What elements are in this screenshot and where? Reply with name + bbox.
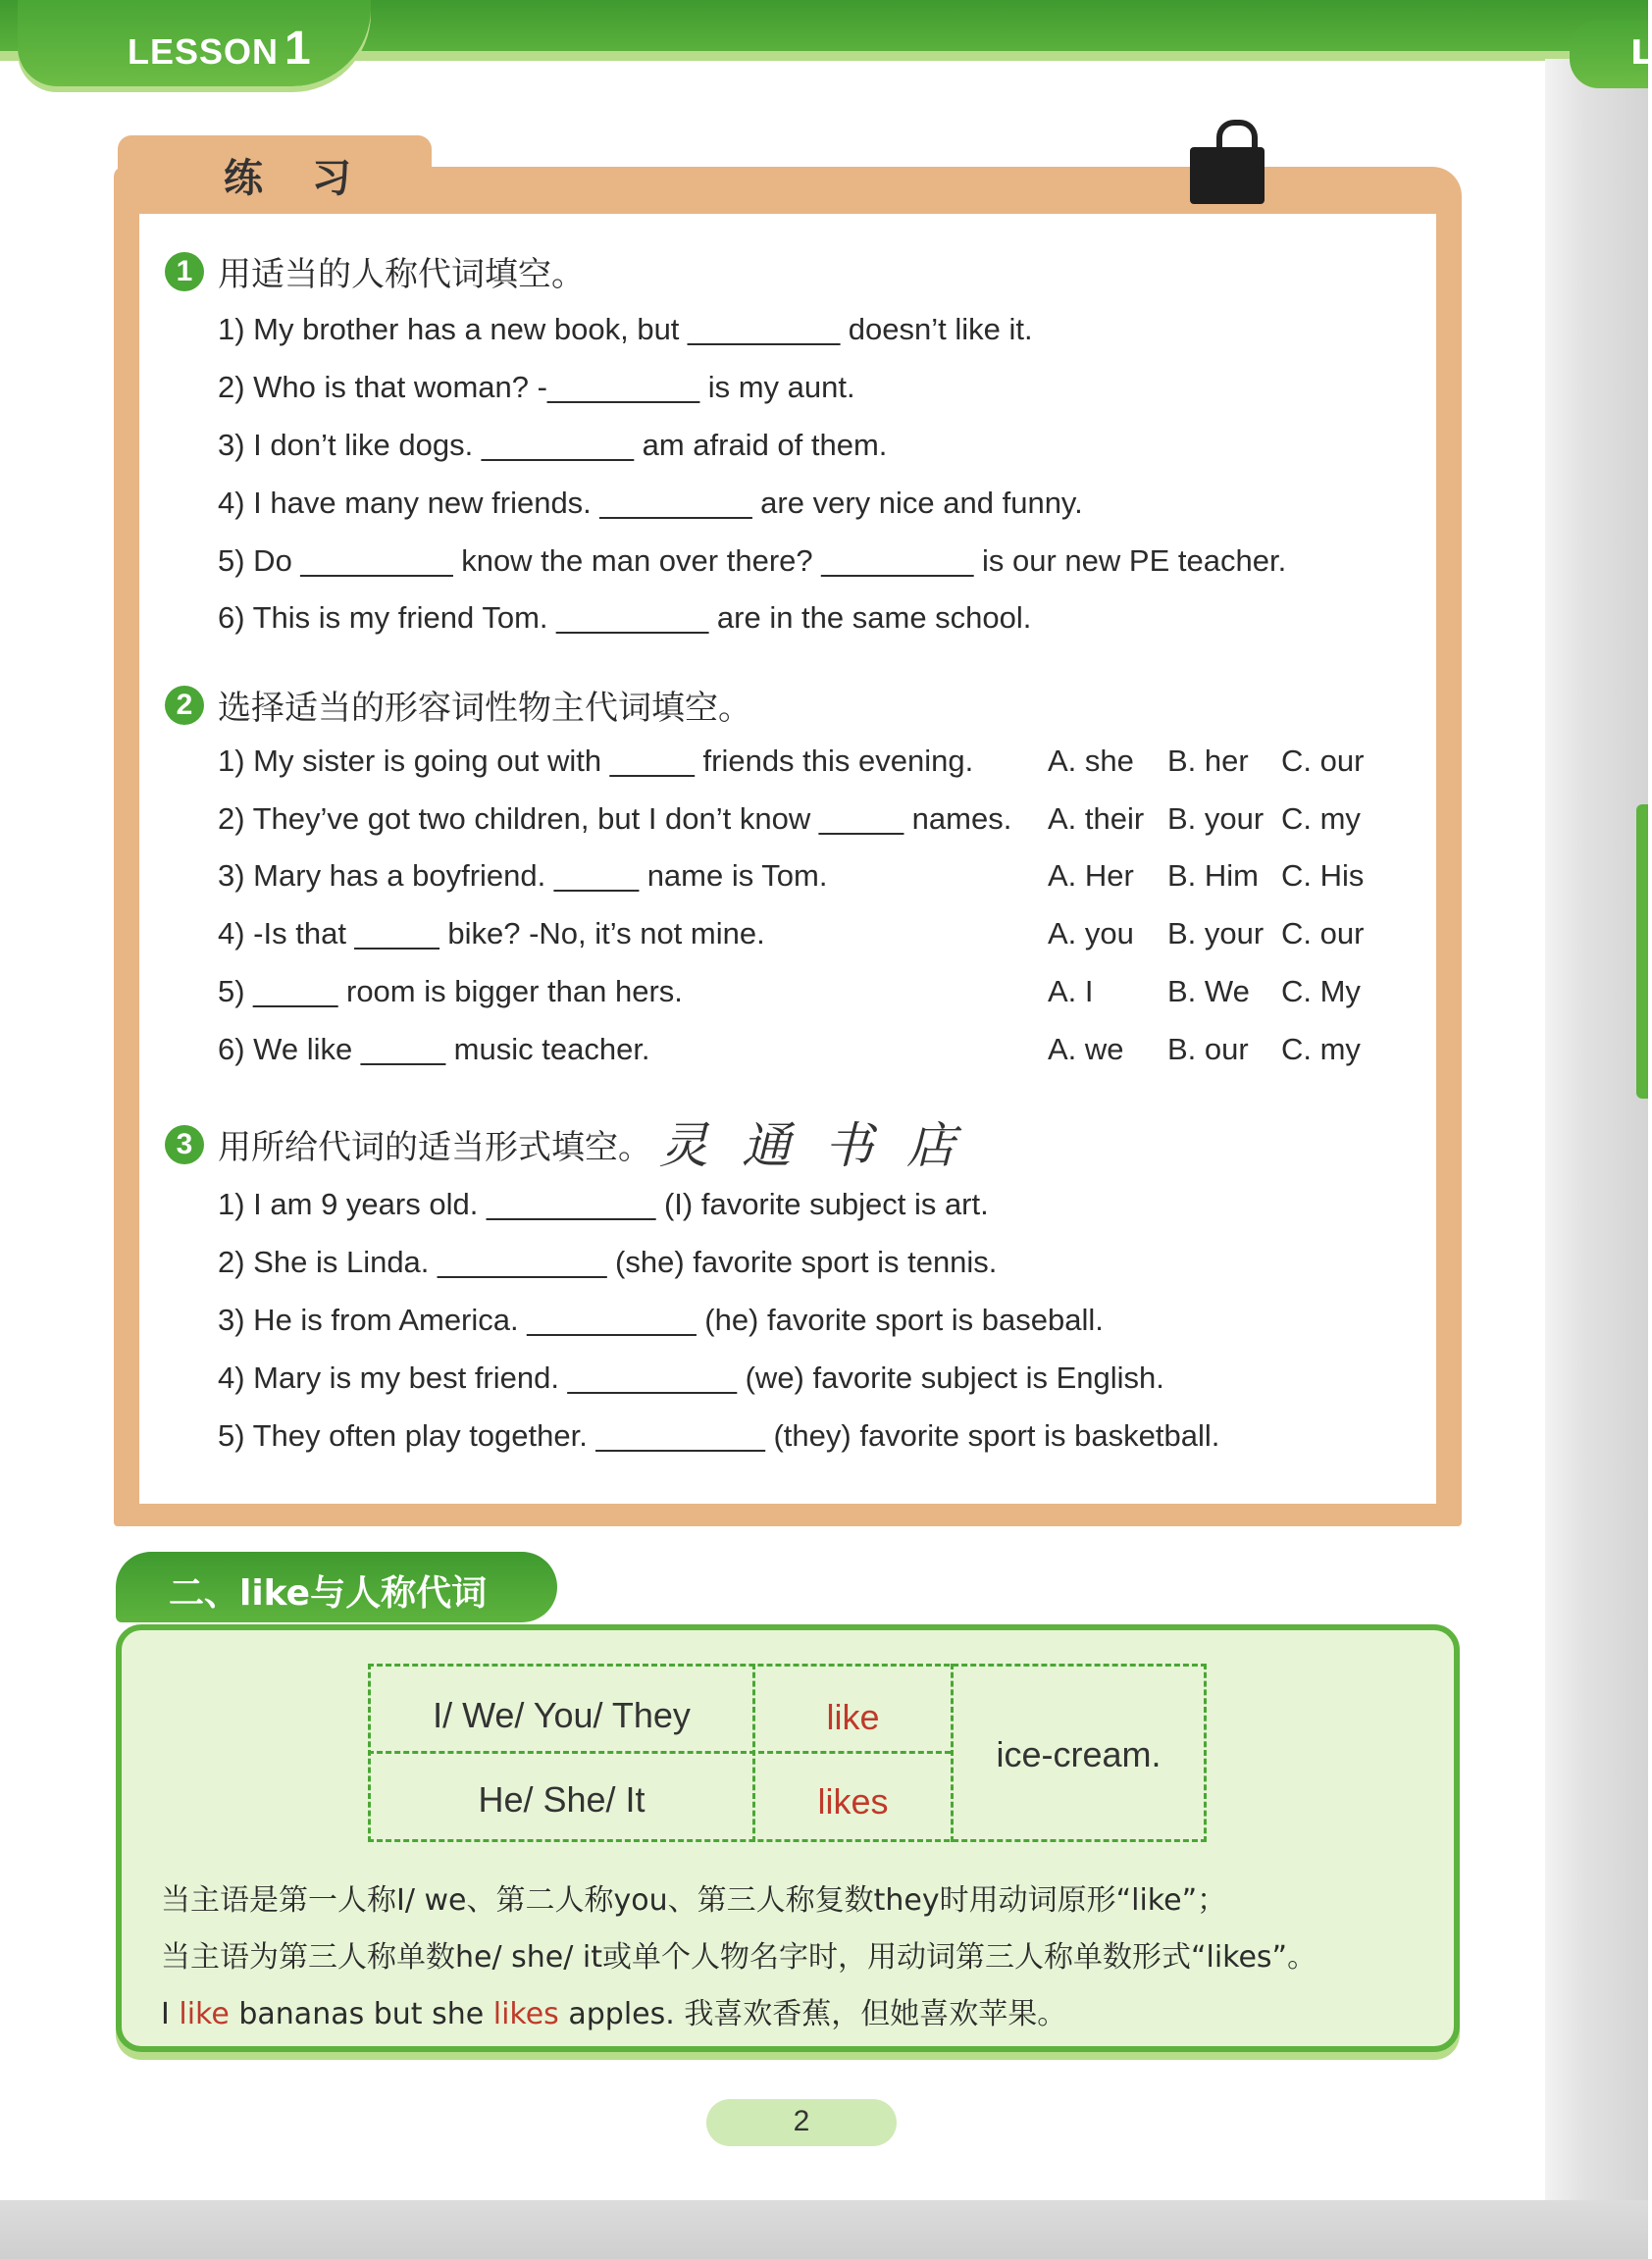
s2-option-4a: A. you xyxy=(1048,916,1134,950)
s1-item-1: 1) My brother has a new book, but _________ doesn’t like it. xyxy=(218,312,1033,346)
section2-heading xyxy=(165,681,751,729)
practice-title: 练 习 xyxy=(224,156,369,201)
table-verb-like: like xyxy=(826,1697,880,1737)
s2-option-3c: C. His xyxy=(1281,858,1365,893)
table-row-divider xyxy=(368,1751,951,1754)
table-verb-likes: likes xyxy=(817,1781,889,1822)
s2-question-2: 2) They’ve got two children, but I don’t know _____ names. xyxy=(218,801,1012,836)
s2-option-5a: A. I xyxy=(1048,974,1094,1008)
s2-option-1c: C. our xyxy=(1281,744,1365,778)
s2-option-4c: C. our xyxy=(1281,916,1365,950)
s2-question-3: 3) Mary has a boyfriend. _____ name is Tom. xyxy=(218,858,828,893)
s1-item-3: 3) I don’t like dogs. _________ am afraid of them. xyxy=(218,428,888,462)
bottom-scan-strip xyxy=(0,2200,1648,2259)
s2-option-5c: C. My xyxy=(1281,974,1361,1008)
section2-number-badge: 2 xyxy=(165,686,204,725)
s2-question-5: 5) _____ room is bigger than hers. xyxy=(218,974,683,1008)
s2-question-6: 6) We like _____ music teacher. xyxy=(218,1032,650,1066)
lesson-label: LESSON xyxy=(128,31,280,72)
s2-option-5b: B. We xyxy=(1167,974,1250,1008)
s2-option-4b: B. your xyxy=(1167,916,1265,950)
example-part-2: bananas but she xyxy=(229,1997,493,2031)
section3-heading xyxy=(165,1120,651,1168)
binder-clip-body xyxy=(1190,147,1265,204)
example-like: like xyxy=(179,1997,230,2031)
s1-item-6: 6) This is my friend Tom. _________ are in the same school. xyxy=(218,600,1032,635)
s2-option-6a: A. we xyxy=(1048,1032,1124,1066)
rule-note-1: 当主语是第一人称I/ we、第二人称you、第三人称复数they时用动词原形“like”； xyxy=(161,1883,1227,1918)
section2-instruction: 选择适当的形容词性物主代词填空。 xyxy=(218,689,751,728)
page-number: 2 xyxy=(793,2105,810,2137)
s3-item-3: 3) He is from America. __________ (he) favorite sport is baseball. xyxy=(218,1303,1104,1337)
s1-item-2: 2) Who is that woman? -_________ is my aunt. xyxy=(218,370,855,404)
lesson-number: 1 xyxy=(284,23,312,75)
example-part-1: I xyxy=(161,1997,180,2031)
s2-question-4: 4) -Is that _____ bike? -No, it’s not mine. xyxy=(218,916,765,950)
s2-option-2a: A. their xyxy=(1048,801,1145,836)
s3-item-2: 2) She is Linda. __________ (she) favorite sport is tennis. xyxy=(218,1245,998,1279)
next-page-letter: L xyxy=(1630,33,1652,73)
s2-question-1: 1) My sister is going out with _____ friends this evening. xyxy=(218,744,974,778)
s2-option-2c: C. my xyxy=(1281,801,1361,836)
s2-option-1a: A. she xyxy=(1048,744,1134,778)
example-likes: likes xyxy=(492,1997,559,2031)
section3-number-badge: 3 xyxy=(165,1125,204,1164)
s2-option-3b: B. Him xyxy=(1167,858,1259,893)
s2-option-1b: B. her xyxy=(1167,744,1249,778)
section1-heading xyxy=(165,247,585,295)
table-object: ice-cream. xyxy=(996,1734,1162,1774)
s1-item-4: 4) I have many new friends. _________ are very nice and funny. xyxy=(218,486,1083,520)
s3-item-5: 5) They often play together. __________ (they) favorite sport is basketball. xyxy=(218,1418,1220,1453)
s3-item-4: 4) Mary is my best friend. __________ (we) favorite subject is English. xyxy=(218,1361,1164,1395)
table-subject-singular: He/ She/ It xyxy=(478,1779,645,1820)
section1-number-badge: 1 xyxy=(165,252,204,291)
like-section-title: 二、like与人称代词 xyxy=(169,1573,488,1614)
section3-instruction: 用所给代词的适当形式填空。 xyxy=(218,1128,651,1167)
s2-option-6b: B. our xyxy=(1167,1032,1249,1066)
section1-instruction: 用适当的人称代词填空。 xyxy=(218,255,585,294)
s1-item-5: 5) Do _________ know the man over there? _________ is our new PE teacher. xyxy=(218,543,1287,578)
rule-note-2: 当主语为第三人称单数he/ she/ it或单个人物名字时，用动词第三人称单数形式“likes”。 xyxy=(161,1940,1317,1975)
right-page-edge xyxy=(1545,59,1648,2200)
store-watermark: 灵通书店 xyxy=(659,1117,989,1174)
table-subject-plural: I/ We/ You/ They xyxy=(433,1695,691,1735)
s2-option-2b: B. your xyxy=(1167,801,1265,836)
s2-option-3a: A. Her xyxy=(1048,858,1134,893)
example-part-3: apples. 我喜欢香蕉，但她喜欢苹果。 xyxy=(558,1997,1067,2031)
example-sentence xyxy=(161,1989,1066,2032)
lesson-heading xyxy=(128,22,312,76)
right-edge-green-tab xyxy=(1636,804,1648,1099)
s3-item-1: 1) I am 9 years old. __________ (I) favorite subject is art. xyxy=(218,1187,989,1221)
s2-option-6c: C. my xyxy=(1281,1032,1361,1066)
